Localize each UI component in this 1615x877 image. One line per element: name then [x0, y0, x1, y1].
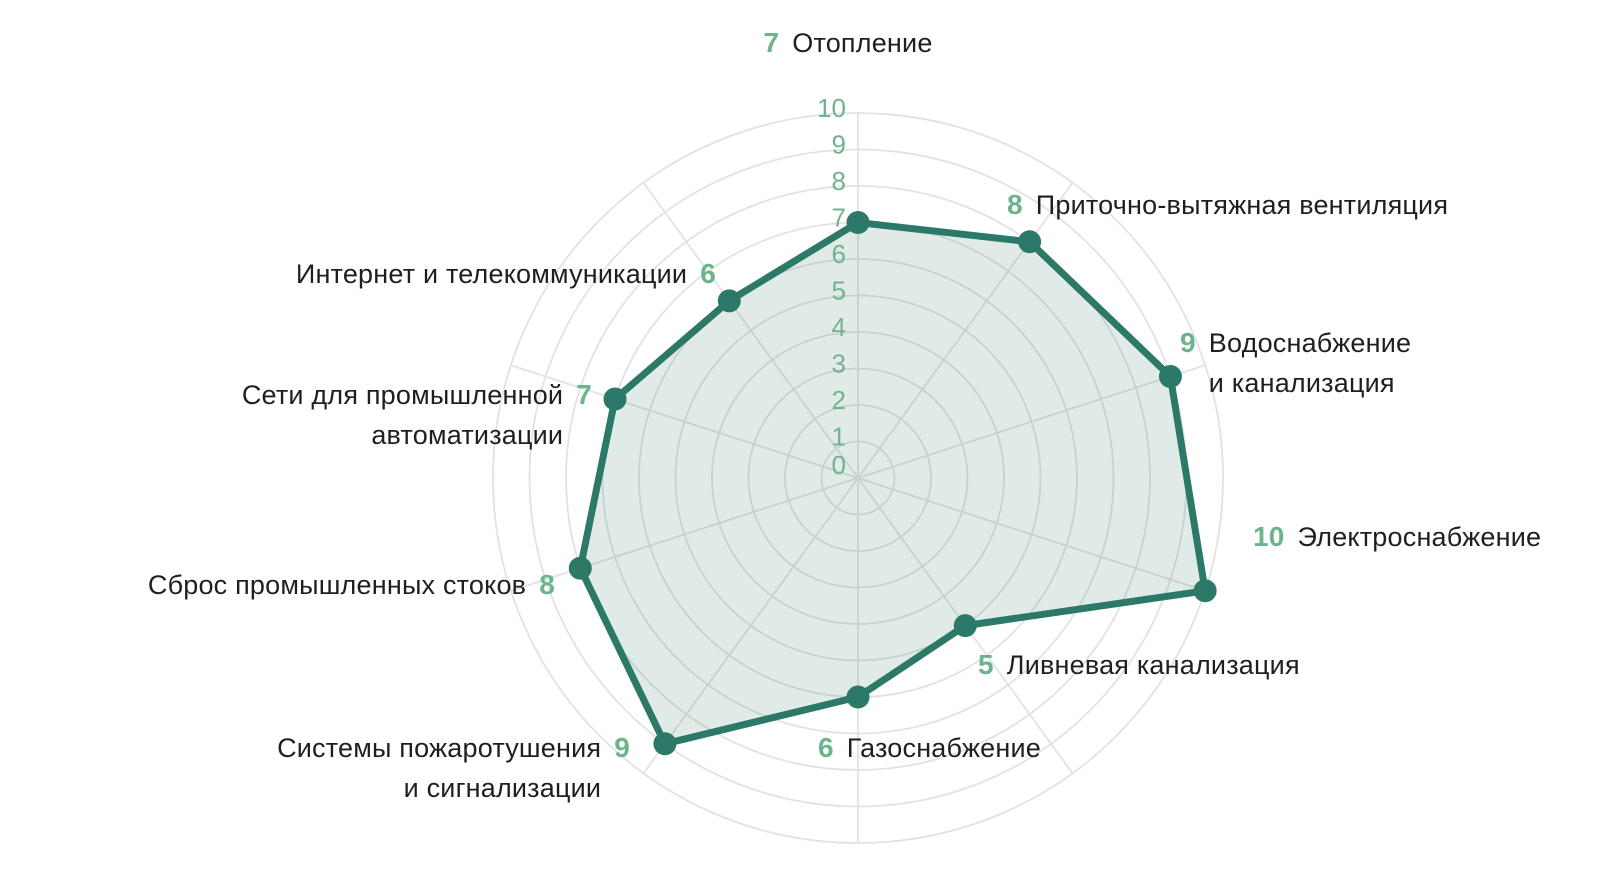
radial-tick-label: 7	[831, 202, 846, 233]
category-value: 9	[614, 732, 630, 763]
data-point	[569, 557, 592, 580]
radial-tick-label: 0	[831, 450, 846, 480]
category-label	[818, 728, 1041, 768]
category-value: 5	[978, 649, 994, 680]
category-value: 6	[818, 732, 834, 763]
data-point	[1018, 230, 1041, 253]
category-value: 10	[1253, 521, 1285, 552]
radial-tick-label: 1	[831, 421, 846, 452]
category-label	[296, 254, 716, 294]
radial-tick-label: 8	[831, 166, 846, 196]
category-name: Водоснабжение и канализация	[1208, 328, 1412, 398]
radial-tick-label: 9	[831, 129, 846, 160]
data-point	[847, 686, 870, 709]
category-value: 6	[700, 258, 716, 289]
data-point	[847, 211, 870, 234]
data-point	[1194, 579, 1217, 602]
category-label	[1253, 517, 1541, 557]
radial-tick-label: 6	[831, 239, 846, 269]
category-label	[148, 565, 555, 605]
category-value: 8	[1007, 189, 1023, 220]
category-value: 9	[1180, 327, 1196, 358]
category-label	[1007, 185, 1448, 225]
category-label	[978, 645, 1300, 685]
radial-tick-label: 4	[831, 312, 846, 342]
radial-tick-label: 5	[831, 275, 846, 306]
category-label	[763, 23, 932, 63]
radial-tick-label: 2	[831, 385, 846, 415]
radial-tick-label: 3	[831, 348, 846, 379]
category-name: Ливневая канализация	[1006, 650, 1300, 680]
category-label	[1180, 323, 1411, 403]
category-name: Отопление	[792, 28, 933, 58]
category-name: Сброс промышленных стоков	[147, 570, 527, 600]
category-value: 7	[576, 379, 592, 410]
category-label	[277, 728, 630, 808]
category-name: Системы пожаротушения и сигнализации	[277, 733, 602, 803]
data-point	[653, 732, 676, 755]
category-value: 8	[539, 569, 555, 600]
category-value: 7	[763, 27, 780, 58]
category-name: Газоснабжение	[846, 733, 1041, 763]
data-point	[954, 614, 977, 637]
category-name: Сети для промышленной автоматизации	[241, 380, 564, 450]
category-name: Электроснабжение	[1297, 522, 1542, 552]
category-label	[242, 375, 592, 455]
radial-tick-label: 10	[817, 93, 846, 123]
category-name: Приточно-вытяжная вентиляция	[1035, 190, 1449, 220]
data-point	[604, 388, 627, 411]
data-point	[718, 289, 741, 312]
category-name: Интернет и телекоммуникации	[295, 259, 688, 289]
data-point	[1159, 365, 1182, 388]
